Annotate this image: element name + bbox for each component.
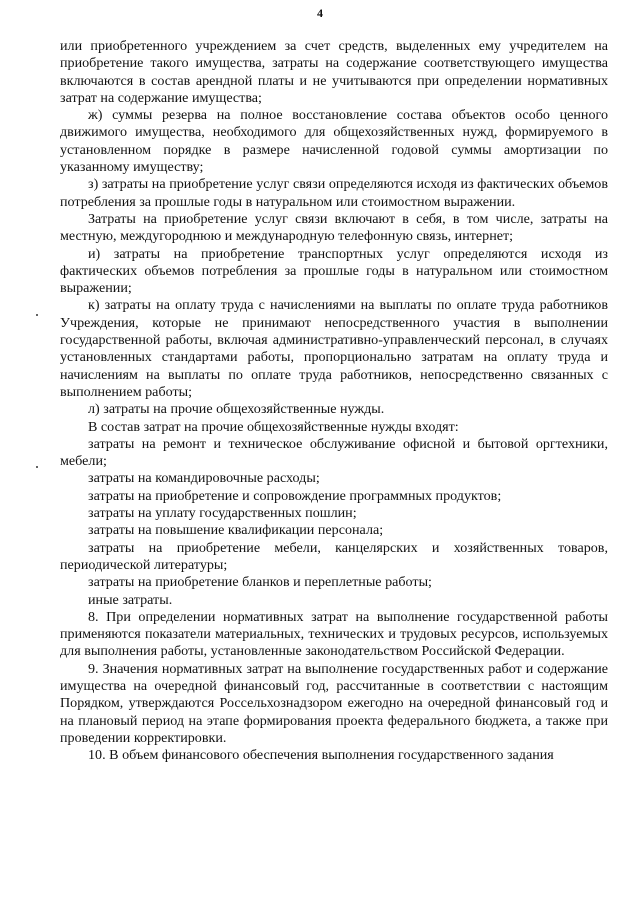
list-item-furniture: затраты на приобретение мебели, канцелярских и хозяйственных товаров, периодической литературы; [60,539,608,573]
list-item-travel: затраты на командировочные расходы; [88,470,320,487]
paragraph-k: к) затраты на оплату труда с начислениями на выплаты по оплате труда работников Учреждения, которые не принимают непосредственного участия в выполнении государственной работы, включая административно-управленческий персонал, в случаях установленных стандартами работы, пропорционально затратам на оплату труда и начислениям на выплаты по оплате труда работников, непосредственно связанных с выполнением работы; [60,297,608,400]
paragraph-continuation: или приобретенного учреждением за счет средств, выделенных ему учредителем на приобретение такого имущества, затраты на содержание соответствующего имущества включаются в состав арендной платы и не учитываются при определении нормативных затрат на содержание имущества; [60,38,608,106]
paragraph-other-costs-intro: В состав затрат на прочие общехозяйственные нужды входят: [88,418,459,435]
list-item-forms: затраты на приобретение бланков и переплетные работы; [88,574,432,591]
paragraph-l: л) затраты на прочие общехозяйственные нужды. [88,401,385,418]
list-item-other: иные затраты. [88,591,173,608]
scan-speck [36,466,38,468]
page-number: 4 [317,6,323,20]
document-body [60,38,608,764]
list-item-duties: затраты на уплату государственных пошлин; [88,505,357,522]
paragraph-zh: ж) суммы резерва на полное восстановление состава объектов особо ценного движимого имущества, необходимого для общехозяйственных нужд, формируемого в установленном порядке в размере начисленной годовой суммы амортизации по указанному имуществу; [60,107,608,176]
paragraph-z: з) затраты на приобретение услуг связи определяются исходя из фактических объемов потребления за прошлые годы в натуральном или стоимостном выражении. [60,176,608,210]
paragraph-i: и) затраты на приобретение транспортных услуг определяются исходя из фактических объемов потребления за прошлые годы в натуральном или стоимостном выражении; [60,245,608,297]
paragraph-communication-costs: Затраты на приобретение услуг связи включают в себя, в том числе, затраты на местную, междугороднюю и международную телефонную связь, интернет; [60,210,608,245]
list-item-software: затраты на приобретение и сопровождение программных продуктов; [88,487,502,504]
scan-speck [36,314,38,316]
list-item-repair: затраты на ремонт и техническое обслуживание офисной и бытовой оргтехники, мебели; [60,435,608,470]
paragraph-8: 8. При определении нормативных затрат на выполнение государственной работы применяются показатели материальных, технических и трудовых ресурсов, используемых для выполнения работы, установленные законодательством Российской Федерации. [60,608,608,660]
paragraph-9: 9. Значения нормативных затрат на выполнение государственных работ и содержание имущества на очередной финансовый год, рассчитанные в соответствии с настоящим Порядком, утверждаются Россельхознадзором ежегодно на очередной финансовый год и на плановый период на этапе формирования проекта федерального бюджета, а также при проведении корректировки. [60,660,608,746]
paragraph-10: 10. В объем финансового обеспечения выполнения государственного задания [88,747,554,764]
list-item-training: затраты на повышение квалификации персонала; [88,522,384,539]
